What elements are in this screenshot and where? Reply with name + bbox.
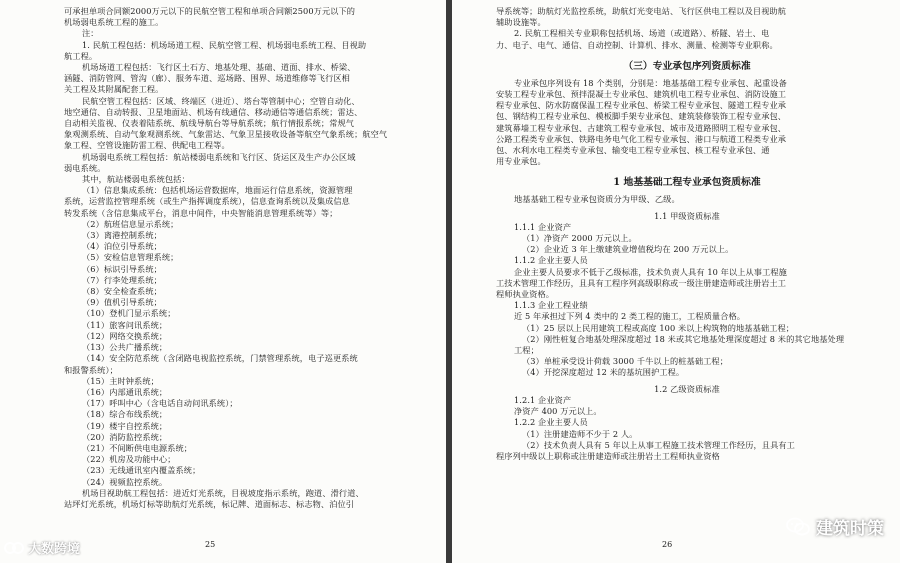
text-line: （1）净资产 2000 万元以上。 (522, 233, 637, 244)
text-line: 力、电子、电气、通信、自动控制、计算机、排水、测量、检测等专业职称。 (496, 39, 778, 50)
text-line: 系统，运营监控管理系统（或生产指挥调度系统），信息查询系统以及集成信息 (64, 196, 350, 207)
text-line: 安装工程专业承包、预拌混凝土专业承包、建筑机电工程专业承包、消防设施工 (496, 89, 787, 100)
text-line: （10）登机门显示系统； (82, 308, 176, 319)
text-line: 象观测系统、自动气象观测系统、气象雷达、气象卫星接收设备等航空气象系统；航空气 (64, 129, 388, 140)
text-line: （22）机房及功能中心； (82, 454, 176, 465)
text-line: 1.2.2 企业主要人员 (514, 417, 588, 428)
watermark-right-text: 建筑时策 (816, 519, 884, 539)
text-line: 其中，航站楼弱电系统包括： (82, 174, 190, 185)
text-line: （5）安检信息管理系统； (82, 252, 179, 263)
text-line: （2）刚性桩复合地基处理深度超过 18 米或其它地基处理深度超过 8 米的其它地基处理 (522, 333, 845, 344)
section-heading: 1 地基基础工程专业承包资质标准 (613, 177, 761, 189)
text-line: 近 5 年承担过下列 4 类中的 2 类工程的施工，工程质量合格。 (514, 311, 746, 322)
page-number: 25 (205, 540, 216, 549)
text-line: 关工程及其附属配套工程。 (64, 84, 164, 95)
watermark-right (786, 514, 884, 539)
text-line: （15）主时钟系统； (82, 375, 159, 386)
wechat-icon (786, 517, 810, 537)
text-line: （19）楼宇自控系统； (82, 420, 168, 431)
text-line: （21）不间断供电电源系统； (82, 442, 193, 453)
text-line: 建筑幕墙工程专业承包、古建筑工程专业承包、城市及道路照明工程专业承包、 (496, 122, 787, 133)
text-line: （20）消防监控系统； (82, 431, 168, 442)
text-line: （2）技术负责人具有 5 年以上从事工程施工技术管理工作经历，且具有工 (522, 439, 795, 450)
page-text-body (496, 6, 878, 462)
text-line: （3）单桩承受设计荷载 3000 千牛以上的桩基础工程； (522, 356, 728, 367)
section-heading: （三）专业承包序列资质标准 (623, 60, 751, 72)
text-line: 可承担单项合同额2000万元以下的民航空管工程和单项合同额2500万元以下的 (64, 6, 356, 16)
text-line: （3）离港控制系统； (82, 230, 162, 241)
text-line: （17）呼叫中心（含电话自动问讯系统）； (82, 398, 238, 409)
text-line: 程专业承包、防水防腐保温工程专业承包、桥梁工程专业承包、隧道工程专业承 (496, 100, 787, 111)
text-line: 涵隧、消防管网、管沟（廊）、服务车道、巡场路、围界、场道维修等飞行区相 (64, 73, 350, 84)
text-line: 机场弱电系统工程的施工。 (64, 17, 164, 28)
text-line: 公路工程类专业承包、铁路电务电气化工程专业承包、港口与航道工程类专业承 (496, 133, 787, 144)
text-line: （23）无线通讯室内覆盖系统； (82, 465, 201, 476)
text-line: 用专业承包。 (496, 156, 546, 167)
text-line: 程师执业资格。 (496, 289, 555, 300)
text-line: 注： (82, 28, 99, 39)
text-line: 转发系统（含信息集成平台，消息中间件，中央智能消息管理系统等）等； (64, 207, 338, 218)
text-line: 净资产 400 万元以上。 (514, 406, 602, 417)
text-line: 1.2.1 企业资产 (514, 394, 572, 405)
text-line: （2）航班信息显示系统； (82, 218, 179, 229)
text-line: 包、水利水电工程类专业承包、输变电工程专业承包、核工程专业承包、通 (496, 145, 770, 156)
watermark-left-text: 大数跨境 (28, 542, 81, 557)
text-line: 1. 民航工程包括：机场场道工程、民航空管工程、机场弱电系统工程、目视助 (82, 39, 367, 50)
text-line: 弱电系统。 (64, 162, 106, 173)
text-line: （13）公共广播系统； (82, 342, 168, 353)
text-line: 1.1.1 企业资产 (514, 221, 572, 232)
spacer (496, 167, 878, 176)
text-line: （7）行李处理系统； (82, 274, 162, 285)
text-line: 1.2 乙级资质标准 (654, 383, 720, 394)
page-number: 26 (662, 540, 673, 549)
brand-logo-icon (4, 541, 24, 555)
text-line: 2. 民航工程相关专业职称包括机场、场道（或道路）、桥隧、岩土、电 (514, 28, 770, 39)
text-line: 包、钢结构工程专业承包、模板脚手架专业承包、建筑装修装饰工程专业承包、 (496, 111, 787, 122)
text-line: 航工程。 (64, 50, 98, 61)
document-page-right (452, 0, 900, 563)
text-line: （18）综合布线系统； (82, 409, 168, 420)
text-line: 民航空管工程包括：区域、终端区（进近）、塔台等管制中心；空管自动化、 (82, 95, 360, 106)
text-line: 程序列中级以上职称或注册建造师或注册岩土工程师执业资格 (496, 450, 720, 461)
text-line: 企业主要人员要求不低于乙级标准，技术负责人具有 10 年以上从事工程施 (514, 266, 787, 277)
text-line: 机场目视助航工程包括：进近灯光系统，目视坡度指示系统，跑道、滑行道、 (82, 487, 364, 498)
text-line: 象工程、空管设施防雷工程、供配电工程等。 (64, 140, 230, 151)
text-line: 自动相关监视、仪表着陆系统、航线导航台等导航系统；航行情报系统；常规气 (64, 118, 355, 129)
text-line: 1.1.2 企业主要人员 (514, 255, 588, 266)
watermark-left (4, 538, 80, 557)
text-line: 工程； (514, 345, 539, 356)
spacer (496, 51, 878, 60)
text-line: （6）标识引导系统； (82, 263, 162, 274)
text-line: 1.1.3 企业工程业绩 (514, 300, 588, 311)
document-page-left (0, 0, 446, 563)
text-line: （4）开挖深度超过 12 米的基坑围护工程。 (522, 367, 685, 378)
text-line: （12）网络交换系统； (82, 330, 168, 341)
text-line: （16）内部通讯系统； (82, 386, 168, 397)
text-line: 和报警系统）； (64, 364, 118, 375)
text-line: 工技术管理工作经历，且具有工程序列高级职称或一级注册建造师或注册岩土工 (496, 277, 787, 288)
text-line: （9）值机引导系统； (82, 297, 162, 308)
text-line: 专业承包序列设有 18 个类别，分别是：地基基础工程专业承包、起重设备 (514, 77, 787, 88)
text-line: （2）企业近 3 年上缴建筑业增值税均在 200 万元以上。 (522, 244, 734, 255)
text-line: （8）安全检查系统； (82, 286, 162, 297)
text-line: （1）注册建造师不少于 2 人。 (522, 428, 638, 439)
text-line: （1）信息集成系统：包括机场运营数据库，地面运行信息系统，资源管理 (82, 185, 353, 196)
text-line: （1）25 层以上民用建筑工程或高度 100 米以上构筑物的地基基础工程； (522, 322, 795, 333)
text-line: 机场场道工程包括：飞行区土石方、地基处理、基础、道面、排水、桥梁、 (82, 62, 356, 73)
text-line: 站坪灯光系统，机场灯标等助航灯光系统，标记牌、道面标志、标志物、泊位引 (64, 498, 355, 509)
text-line: （14）安全防范系统（含闭路电视监控系统，门禁管理系统，电子巡更系统 (82, 353, 358, 364)
text-line: 导系统等；助航灯光监控系统，助航灯光变电站、飞行区供电工程以及目视助航 (496, 6, 787, 16)
text-line: （24）视频监控系统。 (82, 476, 168, 487)
text-line: （4）泊位引导系统； (82, 241, 162, 252)
text-line: 辅助设施等。 (496, 17, 546, 28)
text-line: 地基基础工程专业承包资质分为甲级、乙级。 (514, 194, 680, 205)
text-line: 机场弱电系统工程包括：航站楼弱电系统和飞行区、货运区及生产办公区域 (82, 151, 356, 162)
text-line: （11）旅客问讯系统； (82, 319, 168, 330)
text-line: 1.1 甲级资质标准 (654, 210, 720, 221)
page-text-body (64, 6, 432, 510)
text-line: 地空通信、自动转报、卫星地面站、机场有线通信、移动通信等通信系统；雷达、 (64, 106, 363, 117)
